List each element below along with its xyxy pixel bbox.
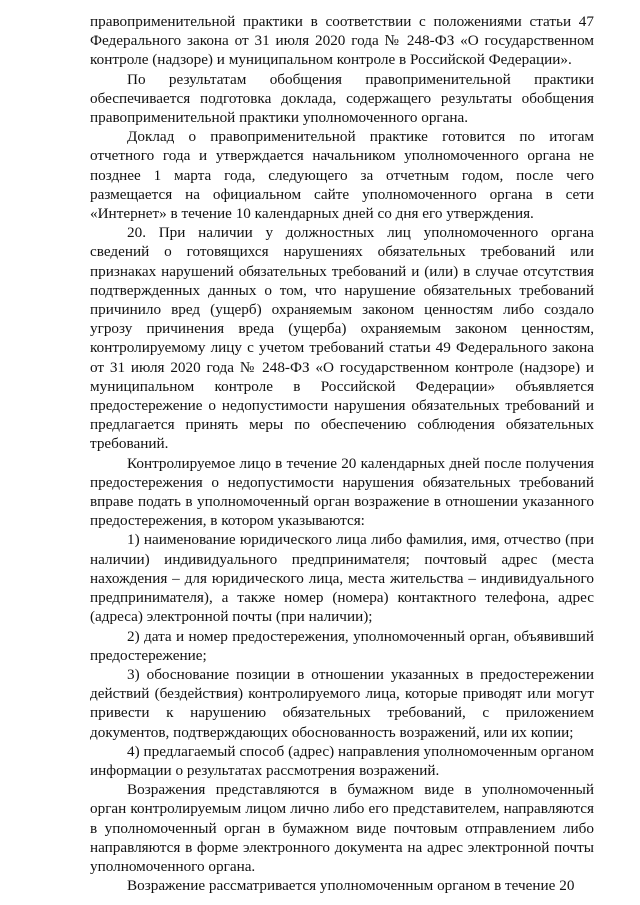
paragraph-objection-review: Возражение рассматривается уполномоченным органом в течение 20 <box>127 877 575 895</box>
list-item-4: 4) предлагаемый способ (адрес) направления уполномоченным органом информации о результатах рассмотрения возражений. <box>90 742 594 779</box>
list-item-3: 3) обоснование позиции в отношении указанных в предостережении действий (бездействия) контролируемого лица, которые приводят или могут привести к нарушению обязательных требований, с приложением документов, подтверждающих обоснованность возражений, или их копии; <box>90 665 594 741</box>
list-item-2: 2) дата и номер предостережения, уполномоченный орган, объявивший предостережение; <box>90 627 594 664</box>
document-body <box>90 12 594 895</box>
list-item-1: 1) наименование юридического лица либо фамилия, имя, отчество (при наличии) индивидуального предпринимателя; почтовый адрес (места нахождения – для юридического лица, места жительства – индивидуального предпринимателя), а также номер (номера) контактного телефона, адрес (адреса) электронной почты (при наличии); <box>90 531 594 626</box>
paragraph-report-approval: Доклад о правоприменительной практике готовится по итогам отчетного года и утверждается начальником уполномоченного органа не позднее 1 марта года, следующего за отчетным годом, после чего размещается на официальном сайте уполномоченного органа в сети «Интернет» в течение 10 календарных дней со дня его утверждения. <box>90 128 594 223</box>
paragraph-objection-submission: Возражения представляются в бумажном виде в уполномоченный орган контролируемым лицом лично либо его представителем, направляются в уполномоченный орган в бумажном виде почтовым отправлением либо направляются в форме электронного документа на адрес электронной почты уполномоченного органа. <box>90 781 594 875</box>
paragraph-objection-right: Контролируемое лицо в течение 20 календарных дней после получения предостережения о недопустимости нарушения обязательных требований вправе подать в уполномоченный орган возражение в отношении указанного предостережения, в котором указываются: <box>90 454 594 530</box>
paragraph-item-20-warning: 20. При наличии у должностных лиц уполномоченного органа сведений о готовящихся нарушениях обязательных требований или признаках нарушений обязательных требований и (или) в случае отсутствия подтвержденных данных о том, что нарушение обязательных требований причинило вред (ущерб) охраняемым законом ценностям либо создало угрозу причинения вреда (ущерба) охраняемым законом ценностям, контролируемому лицу с учетом требований статьи 49 Федерального закона от 31 июля 2020 года № 248-ФЗ «О государственном контроле (надзоре) и муниципальном контроле в Российской Федерации» объявляется предостережение о недопустимости нарушения обязательных требований и предлагается принять меры по обеспечению соблюдения обязательных требований. <box>90 224 594 453</box>
paragraph-generalization-report: По результатам обобщения правоприменительной практики обеспечивается подготовка доклада, содержащего результаты обобщения правоприменительной практики уполномоченного органа. <box>90 70 594 127</box>
paragraph-continuation: правоприменительной практики в соответствии с положениями статьи 47 Федерального закона от 31 июля 2020 года № 248-ФЗ «О государственном контроле (надзоре) и муниципальном контроле в Российской Федерации». <box>90 13 594 69</box>
